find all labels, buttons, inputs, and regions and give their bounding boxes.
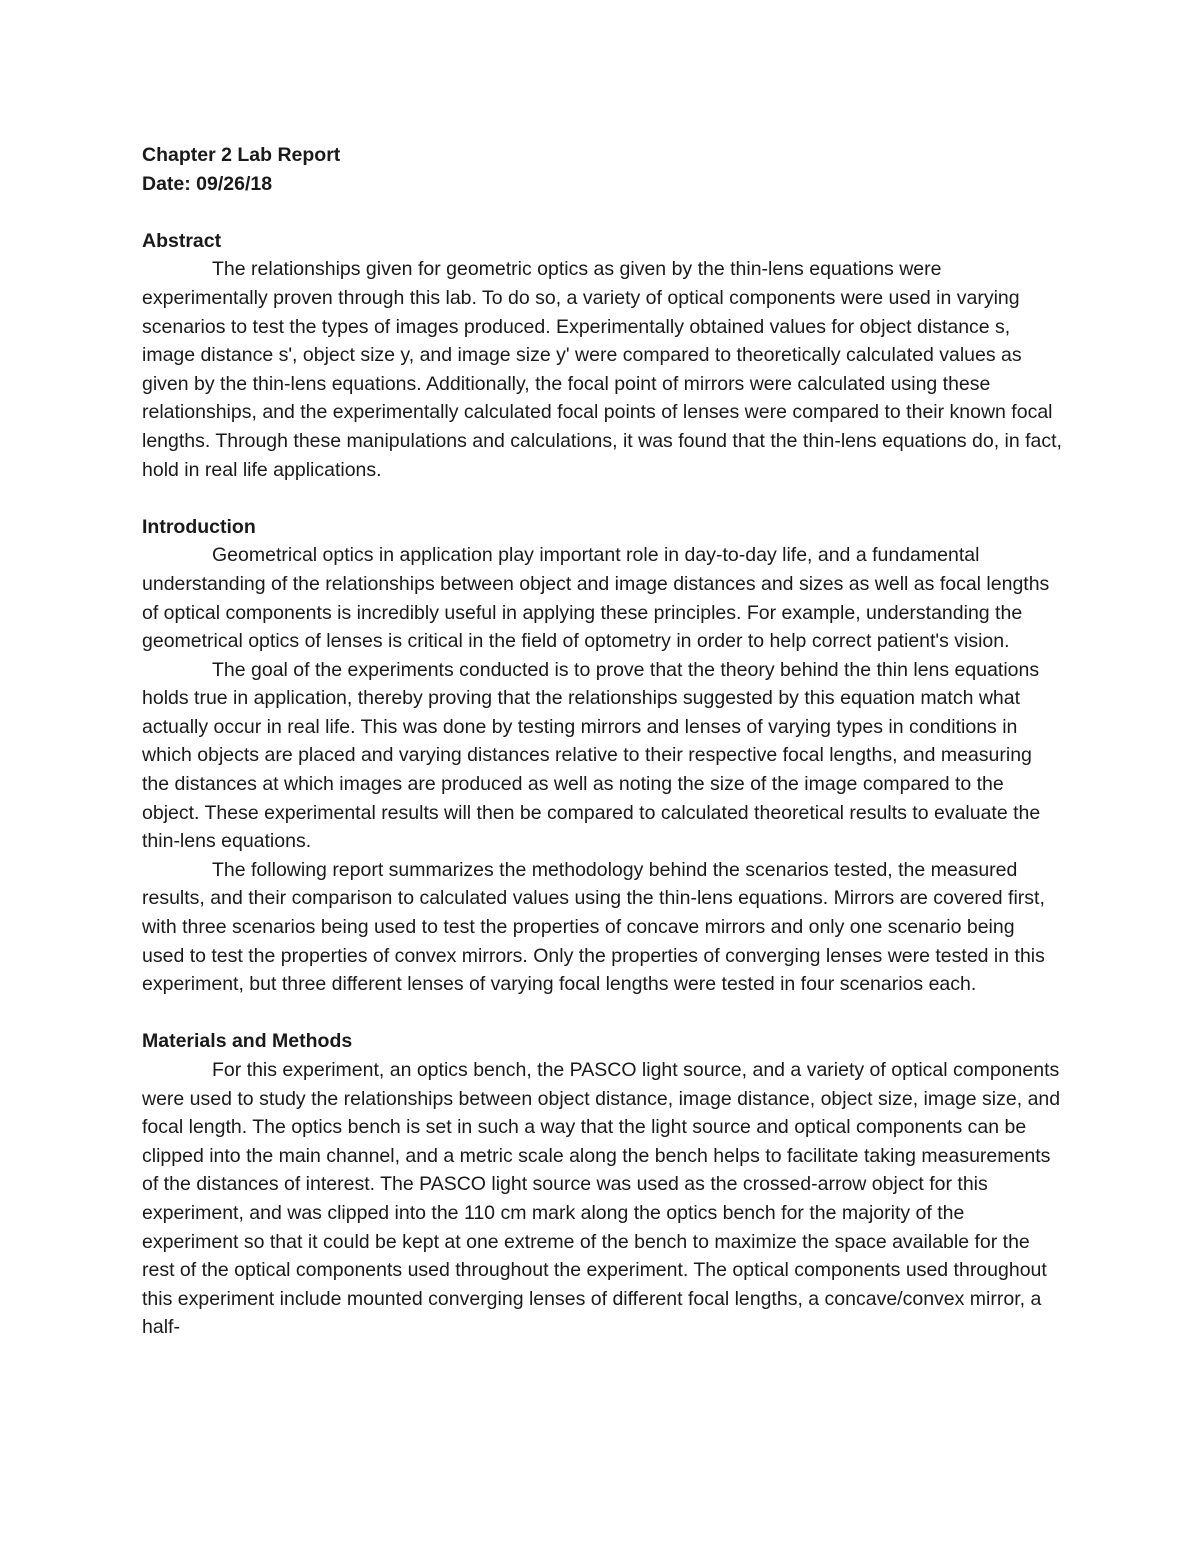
- section-heading: Materials and Methods: [142, 1030, 353, 1053]
- document-page: [142, 141, 1062, 1342]
- paragraph: The following report summarizes the methodology behind the scenarios tested, the measured results, and their comparison to calculated values using the thin-lens equations. Mirrors are covered first, with three scenarios being used to test the properties of concave mirrors and only one scenario being used to test the properties of convex mirrors. Only the properties of converging lenses were tested in this experiment, but three different lenses of varying focal lengths were tested in four scenarios each.: [142, 858, 1045, 996]
- paragraph: For this experiment, an optics bench, the PASCO light source, and a variety of optical components were used to study the relationships between object distance, image distance, object size, image size, and focal length. The optics bench is set in such a way that the light source and optical components can be clipped into the main channel, and a metric scale along the bench helps to facilitate taking measurements of the distances of interest. The PASCO light source was used as the crossed-arrow object for this experiment, and was clipped into the 110 cm mark along the optics bench for the majority of the experiment so that it could be kept at one extreme of the bench to maximize the space available for the rest of the optical components used throughout the experiment. The optical components used throughout this experiment include mounted converging lenses of different focal lengths, a concave/convex mirror, a half-: [142, 1059, 1061, 1339]
- section-materials-and-methods: [142, 1027, 1062, 1342]
- document-title: Chapter 2 Lab Report: [142, 144, 341, 166]
- paragraph: The goal of the experiments conducted is to prove that the theory behind the thin lens equations holds true in application, thereby proving that the relationships suggested by this equation match what actually occur in real life. This was done by testing mirrors and lenses of varying types in conditions in which objects are placed and varying distances relative to their respective focal lengths, and measuring the distances at which images are produced as well as noting the size of the image compared to the object. These experimental results will then be compared to calculated theoretical results to evaluate the thin-lens equations.: [142, 658, 1041, 853]
- section-abstract: [142, 227, 1062, 484]
- section-introduction: [142, 513, 1062, 999]
- document-date: Date: 09/26/18: [142, 172, 273, 195]
- paragraph: Geometrical optics in application play important role in day-to-day life, and a fundamental understanding of the relationships between object and image distances and sizes as well as focal lengths of optical components is incredibly useful in applying these principles. For example, understanding the geometrical optics of lenses is critical in the field of optometry in order to help correct patient's vision.: [142, 544, 1050, 653]
- paragraph: The relationships given for geometric optics as given by the thin-lens equations were experimentally proven through this lab. To do so, a variety of optical components were used in varying scenarios to test the types of images produced. Experimentally obtained values for object distance s, image distance s', object size y, and image size y' were compared to theoretically calculated values as given by the thin-lens equations. Additionally, the focal point of mirrors were calculated using these relationships, and the experimentally calculated focal points of lenses were compared to their known focal lengths. Through these manipulations and calculations, it was found that the thin-lens equations do, in fact, hold in real life applications.: [142, 258, 1062, 481]
- section-heading: Abstract: [142, 229, 222, 252]
- section-heading: Introduction: [142, 515, 256, 538]
